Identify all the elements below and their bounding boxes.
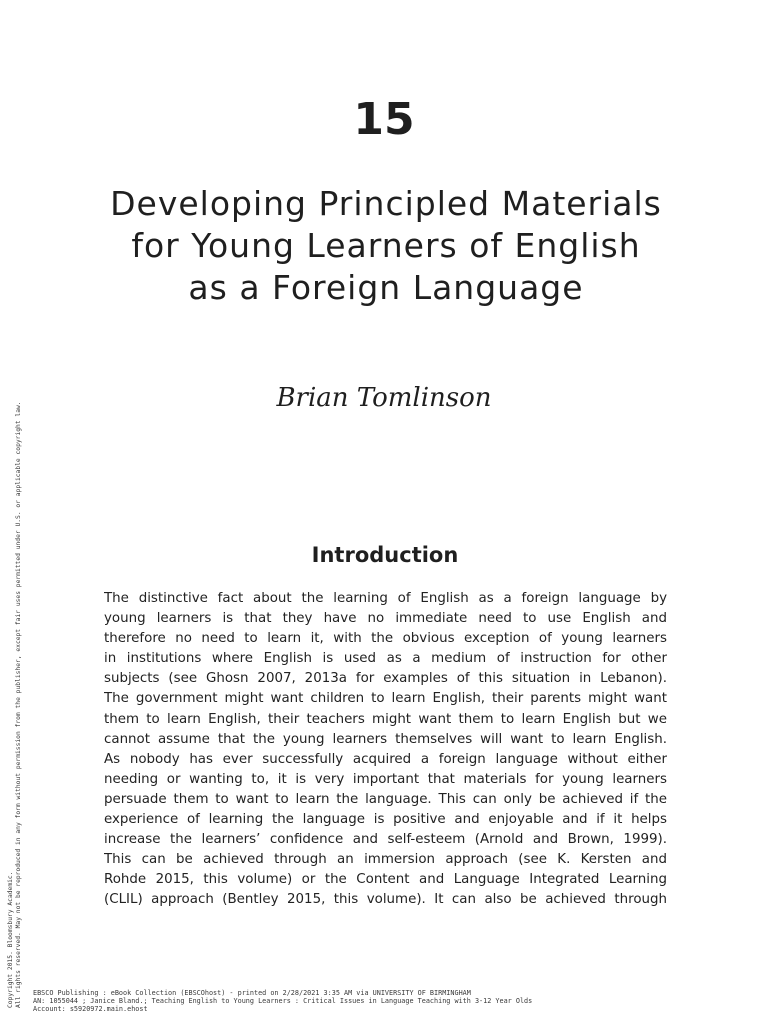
body-line: them to learn English, their teachers might want them to learn English but we <box>104 711 667 727</box>
section-heading: Introduction <box>311 543 459 567</box>
body-line: As nobody has ever successfully acquired a foreign language without either <box>104 751 667 767</box>
body-line: Rohde 2015, this volume) or the Content and Language Integrated Learning <box>104 872 667 888</box>
body-line: This can be achieved through an immersion approach (see K. Kersten and <box>104 852 667 868</box>
body-line: cannot assume that the young learners themselves will want to learn English. <box>104 731 667 747</box>
body-line: persuade them to want to learn the language. This can only be achieved if the <box>104 791 667 807</box>
copyright-notice-line-2: All rights reserved. May not be reproduced in any form without permission from the publisher, except fair uses permitted under U.S. or applicable copyright law. <box>15 401 23 1008</box>
body-line: therefore no need to learn it, with the obvious exception of young learners <box>104 631 667 647</box>
body-line: needing or wanting to, it is very important that materials for young learners <box>104 771 667 787</box>
body-line: young learners is that they have no immediate need to use English and <box>104 611 667 627</box>
chapter-number: 15 <box>353 94 415 145</box>
footer-line-3: Account: s5920972.main.ehost <box>33 1005 148 1013</box>
copyright-notice <box>7 328 24 1008</box>
copyright-notice-line-1: Copyright 2015. Bloomsbury Academic. <box>7 871 14 1008</box>
footer-line-2: AN: 1055044 ; Janice Bland.; Teaching English to Young Learners : Critical Issues in Language Teaching with 3-12 Year Olds <box>33 997 533 1005</box>
print-footer <box>33 989 532 1013</box>
chapter-author: Brian Tomlinson <box>276 383 492 413</box>
body-line: subjects (see Ghosn 2007, 2013a for examples of this situation in Lebanon). <box>104 671 667 687</box>
chapter-title: Developing Principled Materials for Young Learners of English as a Foreign Language <box>110 184 662 307</box>
body-line: experience of learning the language is positive and enjoyable and if it helps <box>104 812 667 828</box>
body-paragraph <box>104 589 667 911</box>
body-line: increase the learners’ confidence and self-esteem (Arnold and Brown, 1999). <box>104 832 667 848</box>
body-line: (CLIL) approach (Bentley 2015, this volume). It can also be achieved through <box>104 892 667 908</box>
body-line: The distinctive fact about the learning of English as a foreign language by <box>104 591 667 606</box>
body-line: The government might want children to learn English, their parents might want <box>104 691 667 707</box>
body-line: in institutions where English is used as a medium of instruction for other <box>104 651 667 667</box>
footer-line-1: EBSCO Publishing : eBook Collection (EBSCOhost) - printed on 2/28/2021 3:35 AM via UNIVERSITY OF BIRMINGHAM <box>33 989 471 997</box>
